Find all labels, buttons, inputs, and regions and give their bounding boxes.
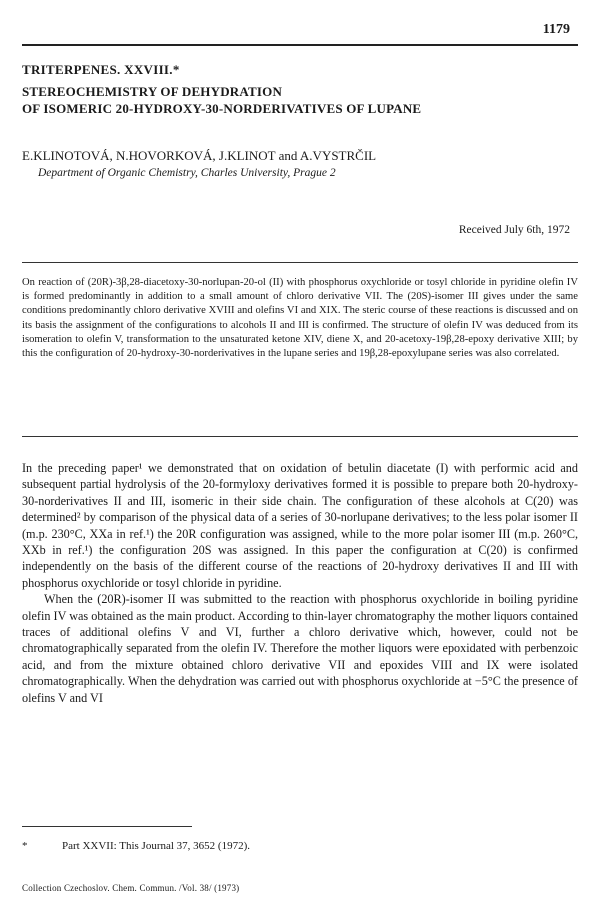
title-line: OF ISOMERIC 20-HYDROXY-30-NORDERIVATIVES OF LUPANE bbox=[22, 101, 422, 116]
abstract-bottom-rule bbox=[22, 436, 578, 437]
journal-footer: Collection Czechoslov. Chem. Commun. /Vol. 38/ (1973) bbox=[22, 883, 240, 893]
affiliation: Department of Organic Chemistry, Charles University, Prague 2 bbox=[38, 167, 336, 179]
body-paragraph: In the preceding paper¹ we demonstrated that on oxidation of betulin diacetate (I) with performic acid and subsequent partial hydrolysis of the 20-formyloxy derivatives formed it is possible to prepare both 20-hydroxy-30-norderivatives II and III, isomeric in their side chain. The configuration of these alcohols at C(20) was determined² by comparison of the physical data of a series of 30-norlupane derivatives; to the less polar isomer II (m.p. 230°C, XXa in ref.¹) the 20R configuration was assigned, while to the more polar isomer III (m.p. 260°C, XXb in ref.¹) the configuration 20S was assigned. In this paper the configuration at C(20) is confirmed independently on the basis of the different course of the reactions of 20-hydroxy derivatives II and III with phosphorus oxychloride or tosyl chloride in pyridine. bbox=[22, 461, 578, 590]
footnote-text: Part XXVII: This Journal 37, 3652 (1972). bbox=[62, 840, 250, 852]
abstract-top-rule bbox=[22, 262, 578, 263]
footnote-mark: * bbox=[22, 840, 28, 852]
top-rule bbox=[22, 44, 578, 46]
series-title: TRITERPENES. XXVIII.* bbox=[22, 62, 180, 77]
received-date: Received July 6th, 1972 bbox=[458, 224, 570, 236]
footnote bbox=[22, 840, 250, 852]
body-text bbox=[22, 460, 578, 706]
body-paragraph: When the (20R)-isomer II was submitted to the reaction with phosphorus oxychloride in boiling pyridine olefin IV was obtained as the main product. According to thin-layer chromatography the mother liquors contained traces of additional olefins V and VI, further a chloro derivative which, however, could not be chromatographically separated from the olefin IV. Therefore the mother liquors were epoxidated with perbenzoic acid, and from the mixture obtained chloro derivative VII and epoxides VIII and IX were isolated chromatographically. When the dehydration was carried out with phosphorus oxychloride at −5°C the presence of olefins V and VI bbox=[22, 592, 578, 705]
article-title bbox=[22, 83, 578, 117]
title-line: STEREOCHEMISTRY OF DEHYDRATION bbox=[22, 84, 283, 99]
footnote-rule bbox=[22, 826, 192, 827]
page-number: 1179 bbox=[542, 22, 570, 37]
abstract: On reaction of (20R)-3β,28-diacetoxy-30-norlupan-20-ol (II) with phosphorus oxychloride or tosyl chloride in pyridine olefin IV is formed predominantly in addition to a small amount of chloro derivative VII. The (20S)-isomer III gives under the same conditions predominantly chloro derivative XVIII and olefins VI and XIX. The steric course of these reactions is discussed and on its basis the assignment of the configurations to alcohols II and III is confirmed. The structure of olefin IV was deduced from its isomeration to olefin V, transformation to the unsaturated ketone XIV, diene X, and 20-acetoxy-19β,28-epoxy derivative XIII; by this the configuration of 20-hydroxy-30-norderivatives in the lupane series and 19β,28-epoxylupane series was also correlated. bbox=[22, 277, 578, 360]
authors: E.KLINOTOVÁ, N.HOVORKOVÁ, J.KLINOT and A.VYSTRČIL bbox=[22, 148, 377, 163]
